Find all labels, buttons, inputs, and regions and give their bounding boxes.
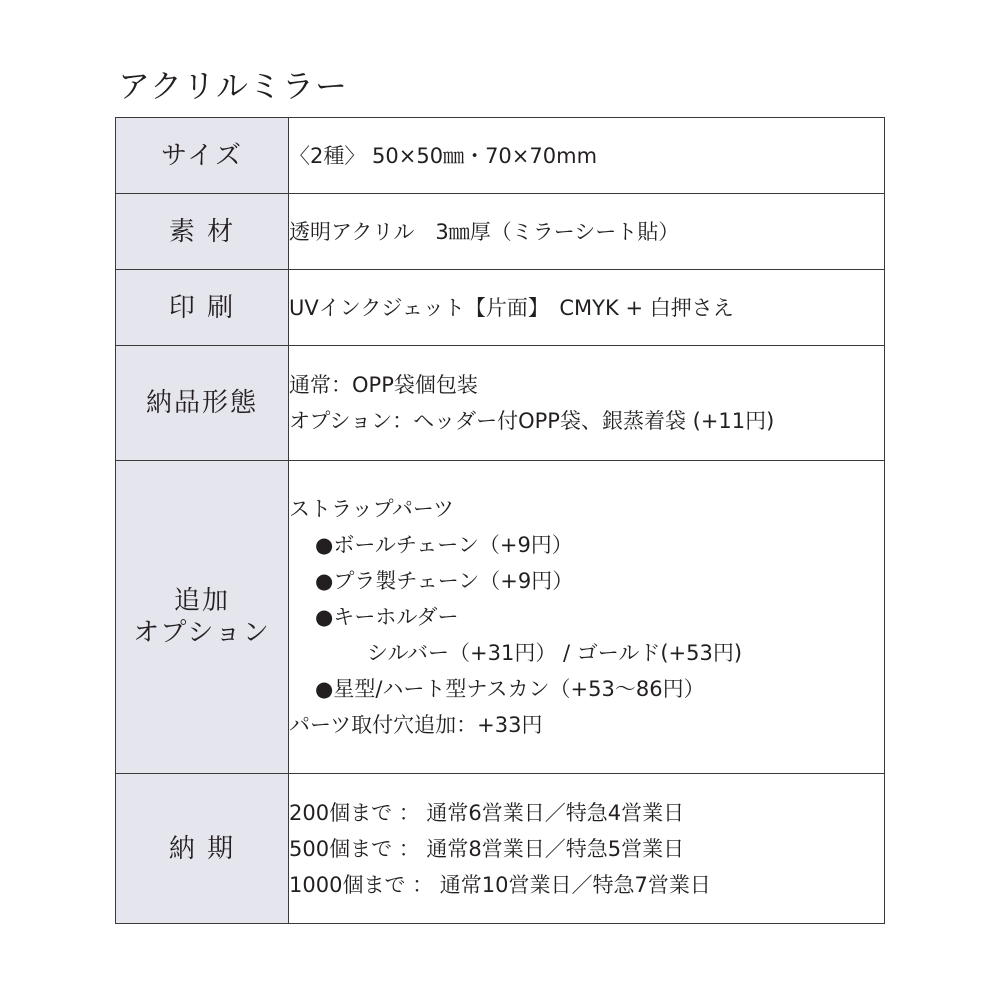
additional-options-label-line-2: オプション — [133, 618, 271, 648]
delivery-form-option: オプション：ヘッダー付OPP袋、銀蒸着袋 (+11円) — [289, 409, 775, 433]
size-value: 〈2種〉 50×50㎜・70×70mm — [289, 143, 598, 168]
row-value-additional-options — [289, 461, 885, 774]
option-item-snap-hook: ●星型/ハート型ナスカン（+53〜86円） — [315, 677, 705, 701]
row-label-additional-options — [116, 461, 289, 774]
spec-table — [115, 117, 885, 924]
lead-time-200: 200個まで ： 通常6営業日／特急4営業日 — [289, 800, 685, 825]
additional-options-label-line-1: 追加 — [173, 586, 230, 616]
row-label-delivery-form: 納品形態 — [116, 346, 289, 461]
material-value: 透明アクリル 3㎜厚（ミラーシート貼） — [289, 219, 680, 244]
row-value-printing — [289, 270, 885, 346]
lead-time-500: 500個まで ： 通常8営業日／特急5営業日 — [289, 836, 685, 861]
row-value-lead-time — [289, 774, 885, 924]
printing-value: UVインクジェット【片面】 CMYK + 白押さえ — [289, 295, 734, 320]
row-label-lead-time: 納 期 — [116, 774, 289, 924]
table-row-size — [116, 118, 885, 194]
row-label-material: 素 材 — [116, 194, 289, 270]
option-item-keyholder-prices: シルバー（+31円） / ゴールド(+53円) — [367, 641, 743, 665]
option-item-ball-chain: ●ボールチェーン（+9円） — [315, 533, 573, 557]
option-item-hole: パーツ取付穴追加：+33円 — [289, 713, 543, 737]
option-item-keyholder: ●キーホルダー — [315, 605, 459, 629]
option-item-plastic-chain: ●プラ製チェーン（+9円） — [315, 569, 574, 593]
row-value-delivery-form — [289, 346, 885, 461]
delivery-form-standard: 通常：OPP袋個包装 — [289, 373, 478, 397]
row-value-material — [289, 194, 885, 270]
table-row-delivery-form — [116, 346, 885, 461]
table-row-printing — [116, 270, 885, 346]
lead-time-1000: 1000個まで ： 通常10営業日／特急7営業日 — [289, 872, 711, 897]
table-row-additional-options — [116, 461, 885, 774]
table-row-material — [116, 194, 885, 270]
row-label-printing: 印 刷 — [116, 270, 289, 346]
row-label-size: サイズ — [116, 118, 289, 194]
option-heading-strap-parts: ストラップパーツ — [289, 497, 455, 521]
table-row-lead-time — [116, 774, 885, 924]
row-value-size — [289, 118, 885, 194]
page-title: アクリルミラー — [118, 67, 349, 105]
